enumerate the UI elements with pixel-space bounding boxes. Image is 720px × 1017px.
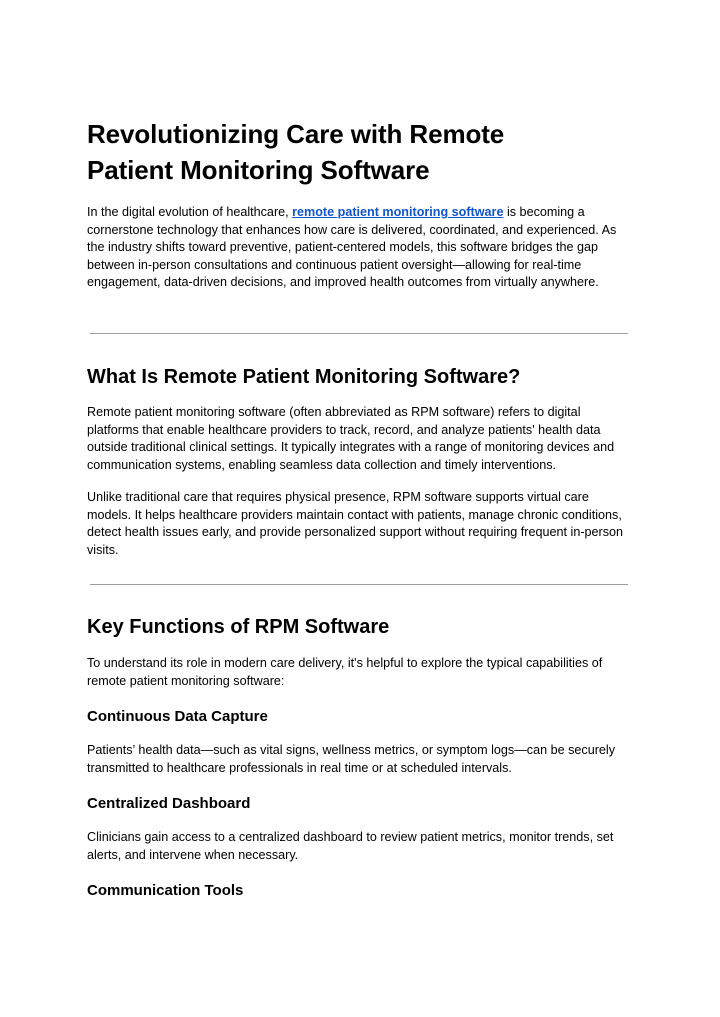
section-heading: What Is Remote Patient Monitoring Software? <box>87 366 521 388</box>
section-key-functions <box>87 613 635 641</box>
rpm-software-link[interactable]: remote patient monitoring software <box>292 205 504 219</box>
paragraph: Unlike traditional care that requires physical presence, RPM software supports virtual care models. It helps healthcare providers maintain contact with patients, manage chronic conditions, detect health issues early, and provide personalized support without requiring frequent in-person visits. <box>87 490 624 557</box>
subsection-communication-tools <box>87 880 635 902</box>
section-what-is-rpm-para-1 <box>87 404 635 474</box>
paragraph: To understand its role in modern care delivery, it's helpful to explore the typical capabilities of remote patient monitoring software: <box>87 656 603 688</box>
subsection-continuous-data-capture <box>87 706 635 728</box>
subsection-continuous-data-capture-text <box>87 742 635 777</box>
page-title-line-1: Revolutionizing Care with Remote <box>87 119 505 149</box>
section-divider <box>90 333 628 334</box>
section-key-functions-intro <box>87 655 635 690</box>
intro-text-after-link: is becoming a cornerstone technology that enhances how care is delivered, coordinated, and experienced. As the industry shifts toward preventive, patient-centered models, this software bridges the gap between in-person consultations and continuous patient oversight—allowing for real-time engagement, data-driven decisions, and improved health outcomes from virtually anywhere. <box>87 205 617 290</box>
intro-paragraph <box>87 204 635 292</box>
paragraph: Patients’ health data—such as vital signs, wellness metrics, or symptom logs—can be securely transmitted to healthcare professionals in real time or at scheduled intervals. <box>87 743 615 775</box>
intro-text-before-link: In the digital evolution of healthcare, <box>87 205 293 219</box>
section-divider <box>90 584 628 585</box>
section-what-is-rpm <box>87 363 635 391</box>
subsection-heading: Centralized Dashboard <box>87 795 251 812</box>
page-title-line-2: Patient Monitoring Software <box>87 155 430 185</box>
subsection-heading: Continuous Data Capture <box>87 708 268 725</box>
subsection-heading: Communication Tools <box>87 882 244 899</box>
page-title <box>87 116 635 188</box>
paragraph: Remote patient monitoring software (often abbreviated as RPM software) refers to digital platforms that enable healthcare providers to track, record, and analyze patients' health data outside traditional clinical settings. It typically integrates with a range of monitoring devices and communication systems, enabling seamless data collection and timely interventions. <box>87 405 615 472</box>
subsection-centralized-dashboard-text <box>87 829 635 864</box>
paragraph: Clinicians gain access to a centralized dashboard to review patient metrics, monitor trends, set alerts, and intervene when necessary. <box>87 830 614 862</box>
section-what-is-rpm-para-2 <box>87 489 635 559</box>
subsection-centralized-dashboard <box>87 793 635 815</box>
section-heading: Key Functions of RPM Software <box>87 616 390 638</box>
